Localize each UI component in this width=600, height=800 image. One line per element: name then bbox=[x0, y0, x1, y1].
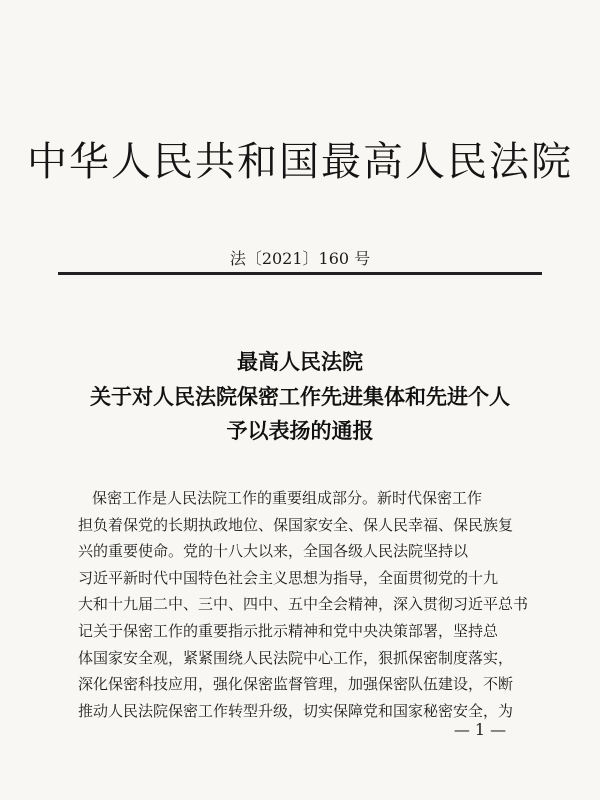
header-divider bbox=[58, 272, 542, 275]
body-line: 兴的重要使命。党的十八大以来，全国各级人民法院坚持以 bbox=[78, 542, 469, 561]
issuing-institution: 中华人民共和国最高人民法院 bbox=[27, 139, 573, 185]
title-line-2: 关于对人民法院保密工作先进集体和先进个人 bbox=[90, 384, 510, 409]
body-line: 记关于保密工作的重要指示批示精神和党中央决策部署，坚持总 bbox=[78, 621, 499, 640]
body-line: 推动人民法院保密工作转型升级，切实保障党和国家秘密安全，为 bbox=[78, 701, 514, 720]
body-line: 担负着保党的长期执政地位、保国家安全、保人民幸福、保民族复 bbox=[78, 515, 514, 534]
title-line-3: 予以表扬的通报 bbox=[226, 418, 374, 443]
body-line: 深化保密科技应用，强化保密监督管理，加强保密队伍建设，不断 bbox=[78, 675, 514, 694]
title-line-1: 最高人民法院 bbox=[237, 349, 363, 374]
page-number: — 1 — bbox=[453, 720, 507, 739]
body-line: 保密工作是人民法院工作的重要组成部分。新时代保密工作 bbox=[92, 489, 483, 507]
document-number: 法〔2021〕160 号 bbox=[229, 249, 371, 268]
body-text bbox=[78, 485, 530, 724]
body-line: 体国家安全观，紧紧围绕人民法院中心工作，狠抓保密制度落实， bbox=[78, 648, 514, 667]
body-line: 习近平新时代中国特色社会主义思想为指导，全面贯彻党的十九 bbox=[78, 568, 499, 587]
body-line: 大和十九届二中、三中、四中、五中全会精神，深入贯彻习近平总书 bbox=[78, 595, 529, 614]
